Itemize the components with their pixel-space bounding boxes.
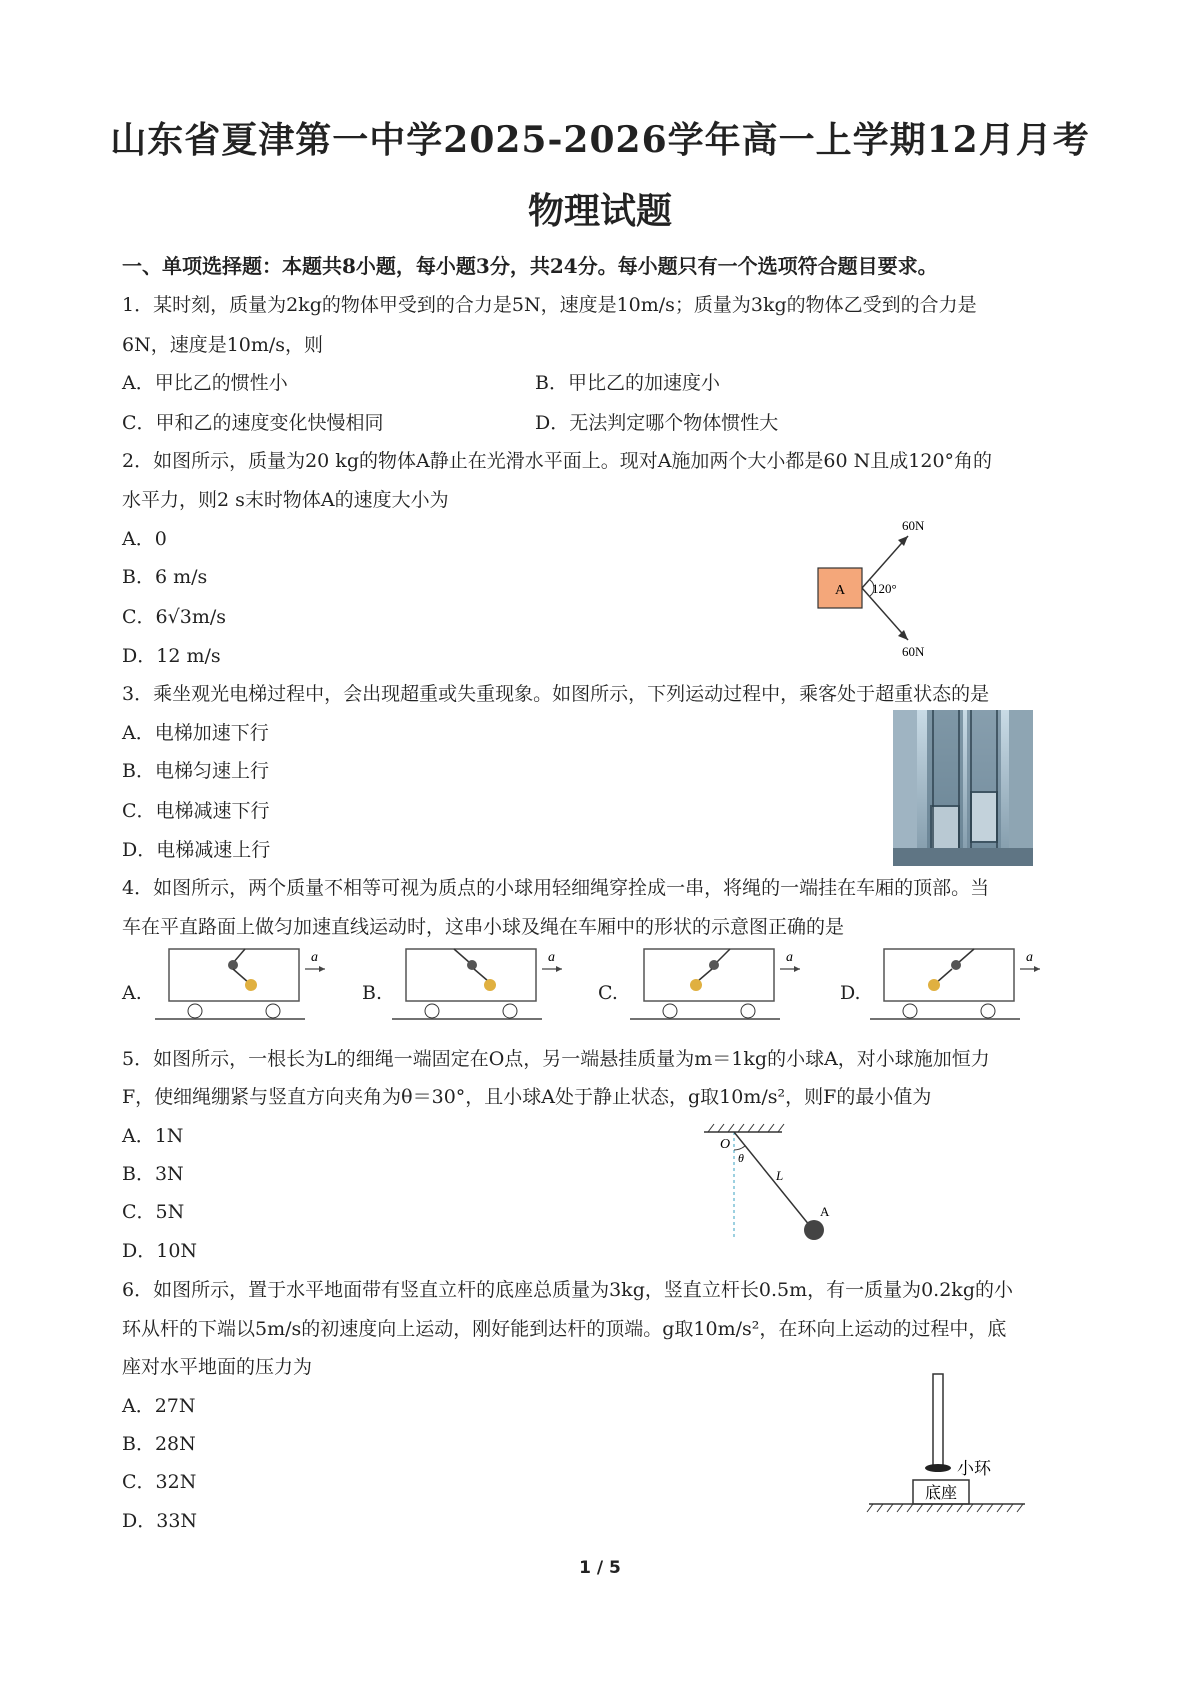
q4-option-b-label: B.: [362, 982, 383, 1004]
q1-stem-line2: 6N，速度是10m/s，则: [122, 334, 324, 356]
q2-block-label: A: [834, 583, 846, 598]
q5-option-d: D．10N: [122, 1240, 198, 1262]
q4-option-d-label: D.: [840, 982, 861, 1004]
q3-stem: 3．乘坐观光电梯过程中，会出现超重或失重现象。如图所示，下列运动过程中，乘客处于超重状态的是: [122, 683, 990, 705]
q4-stem-line1: 4．如图所示，两个质量不相等可视为质点的小球用轻细绳穿拴成一串，将绳的一端挂在车厢的顶部。当: [122, 877, 990, 899]
q5-option-a: A．1N: [122, 1125, 184, 1147]
q6-option-b: B．28N: [122, 1433, 196, 1455]
q5-pendulum-diagram: [700, 1120, 840, 1250]
q5-option-c: C．5N: [122, 1201, 185, 1223]
q5-ball-label: A: [820, 1204, 830, 1219]
q4-stem-line2: 车在平直路面上做匀加速直线运动时，这串小球及绳在车厢中的形状的示意图正确的是: [122, 916, 845, 938]
q3-option-d: D．电梯减速上行: [122, 839, 271, 861]
q2-force-top-label: 60N: [902, 518, 925, 533]
q6-rod-base-diagram: [865, 1370, 1040, 1520]
q6-option-a: A．27N: [122, 1395, 196, 1417]
q6-base-label: 底座: [924, 1483, 958, 1502]
q3-option-b: B．电梯匀速上行: [122, 760, 269, 782]
q5-theta-label: θ: [738, 1151, 744, 1165]
q6-stem-line2: 环从杆的下端以5m/s的初速度向上运动，刚好能到达杆的顶端。g取10m/s²，在环向上运动的过程中，底: [122, 1318, 1007, 1340]
page-title: 山东省夏津第一中学2025-2026学年高一上学期12月月考: [110, 119, 1090, 161]
q2-option-a: A．0: [122, 528, 167, 550]
page-subtitle: 物理试题: [527, 190, 672, 232]
q4-car-c: [630, 945, 805, 1025]
q2-option-c: C．6√3m/s: [122, 606, 226, 628]
q4-car-a-accel: a: [311, 950, 318, 965]
q4-car-c-accel: a: [786, 950, 793, 965]
q1-option-b: B．甲比乙的加速度小: [535, 372, 720, 394]
q3-elevator-photo: [893, 710, 1033, 866]
q6-stem-line1: 6．如图所示，置于水平地面带有竖直立杆的底座总质量为3kg，竖直立杆长0.5m，有一质量为0.2kg的小: [122, 1279, 1013, 1301]
q2-force-diagram: [810, 518, 950, 658]
q1-option-d: D．无法判定哪个物体惯性大: [535, 412, 779, 434]
section-heading: 一、单项选择题：本题共8小题，每小题3分，共24分。每小题只有一个选项符合题目要求。: [122, 254, 938, 278]
q5-O-label: O: [720, 1137, 731, 1152]
q2-stem-line2: 水平力，则2 s末时物体A的速度大小为: [122, 489, 449, 511]
q3-option-c: C．电梯减速下行: [122, 800, 270, 822]
q6-option-d: D．33N: [122, 1510, 198, 1532]
q4-car-a: [155, 945, 330, 1025]
q5-stem-line1: 5．如图所示，一根长为L的细绳一端固定在O点，另一端悬挂质量为m＝1kg的小球A，对小球施加恒力: [122, 1048, 990, 1070]
q6-ring-label: 小环: [957, 1459, 991, 1479]
q1-option-a: A．甲比乙的惯性小: [122, 372, 288, 394]
q2-force-bottom-label: 60N: [902, 644, 925, 658]
page-number: 1 / 5: [579, 1558, 621, 1578]
q5-option-b: B．3N: [122, 1163, 184, 1185]
q2-stem-line1: 2．如图所示，质量为20 kg的物体A静止在光滑水平面上。现对A施加两个大小都是60 N且成120°角的: [122, 450, 993, 472]
q1-option-c: C．甲和乙的速度变化快慢相同: [122, 412, 384, 434]
q4-option-a-label: A.: [122, 982, 142, 1004]
q2-angle-label: 120°: [872, 581, 897, 596]
q1-stem-line1: 1．某时刻，质量为2kg的物体甲受到的合力是5N，速度是10m/s；质量为3kg的物体乙受到的合力是: [122, 294, 977, 316]
q2-option-d: D．12 m/s: [122, 645, 221, 667]
q6-stem-line3: 座对水平地面的压力为: [122, 1356, 313, 1378]
q4-car-b-accel: a: [548, 950, 555, 965]
q4-car-d-accel: a: [1026, 950, 1033, 965]
q4-car-b: [392, 945, 567, 1025]
q5-stem-line2: F，使细绳绷紧与竖直方向夹角为θ＝30°，且小球A处于静止状态，g取10m/s²，则F的最小值为: [122, 1086, 932, 1108]
q6-option-c: C．32N: [122, 1471, 197, 1493]
q5-L-label: L: [776, 1168, 784, 1183]
q2-option-b: B．6 m/s: [122, 566, 208, 588]
q3-option-a: A．电梯加速下行: [122, 722, 269, 744]
q4-option-c-label: C.: [598, 982, 618, 1004]
q4-car-d: [870, 945, 1045, 1025]
